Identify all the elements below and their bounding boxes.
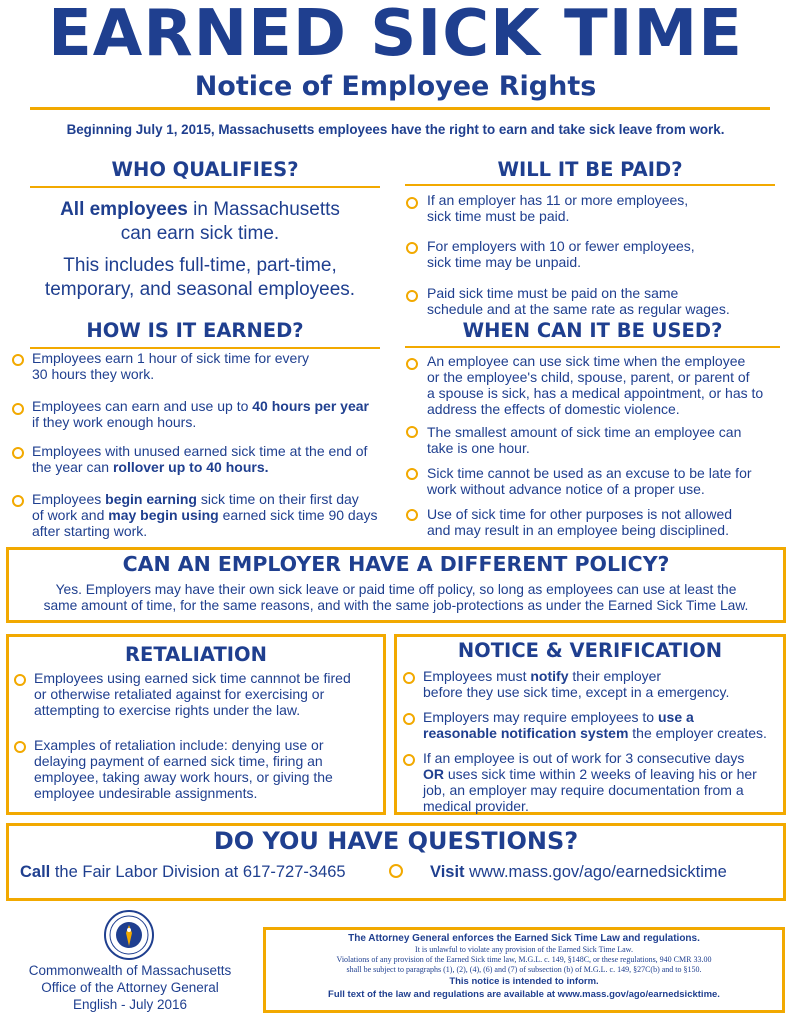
bullet-icon <box>12 403 24 415</box>
bullet-icon <box>406 197 418 209</box>
massachusetts-seal-icon <box>104 910 154 960</box>
how-earned-item-1: Employees earn 1 hour of sick time for every 30 hours they work. <box>32 350 310 382</box>
how-earned-divider <box>30 347 380 349</box>
how-earned-item-2: Employees can earn and use up to 40 hours per year if they work enough hours. <box>32 398 369 430</box>
when-used-item-2: The smallest amount of sick time an employee can take is one hour. <box>427 424 742 456</box>
how-earned-item-4: Employees begin earning sick time on their first day of work and may begin using earned sick time 90 days after starting work. <box>32 491 378 539</box>
bullet-icon <box>406 468 418 480</box>
questions-heading: DO YOU HAVE QUESTIONS? <box>213 827 579 855</box>
bullet-icon <box>403 754 415 766</box>
different-policy-text: Yes. Employers may have their own sick leave or paid time off policy, so long as employees can use at least the same amount of time, for the same reasons, and with the same job-protections as under the Earned Sick Time Law. <box>43 582 749 613</box>
bullet-icon <box>14 741 26 753</box>
bullet-icon <box>406 426 418 438</box>
retaliation-item-1: Employees using earned sick time cannnot be fired or otherwise retaliated against for exercising or attempting to exercise rights under the law. <box>34 670 351 718</box>
notice-item-2: Employers may require employees to use a reasonable notification system the employer creates. <box>423 709 767 741</box>
notice-heading: NOTICE & VERIFICATION <box>457 639 723 662</box>
who-qualifies-text: All employees in Massachusetts can earn sick time. This includes full-time, part-time, temporary, and seasonal employees. <box>44 199 356 300</box>
page-subtitle: Notice of Employee Rights <box>194 71 597 102</box>
how-earned-heading: HOW IS IT EARNED? <box>86 319 304 342</box>
bullet-icon <box>14 674 26 686</box>
notice-item-1: Employees must notify their employer before they use sick time, except in a emergency. <box>423 668 730 700</box>
header-divider <box>30 107 770 110</box>
bullet-icon <box>12 447 24 459</box>
will-be-paid-divider <box>405 184 775 186</box>
bullet-icon <box>389 864 403 878</box>
when-used-item-4: Use of sick time for other purposes is not allowed and may result in an employee being disciplined. <box>427 506 733 538</box>
bullet-icon <box>406 358 418 370</box>
bullet-icon <box>406 242 418 254</box>
bullet-icon <box>403 713 415 725</box>
different-policy-heading: CAN AN EMPLOYER HAVE A DIFFERENT POLICY? <box>122 552 670 576</box>
when-used-item-3: Sick time cannot be used as an excuse to be late for work without advance notice of a proper use. <box>427 465 752 497</box>
who-qualifies-heading: WHO QUALIFIES? <box>111 158 299 181</box>
legal-text: The Attorney General enforces the Earned Sick Time Law and regulations. It is unlawful to violate any provision of the Earned Sick Time Law. Violations of any provision of the Earned Sick time law, M.G.L. c. 149, §148C, or these regulations, 940 CMR 33.00 shall be subject to paragraphs (1), (2), (4), (6) and (7) of subsection (b) of M.G.L. c. 149, §27C(b) and to §150. This notice is intended to inform. Full text of the law and regulations are available at www.mass.gov/ago/earnedsicktime. <box>328 933 720 1000</box>
when-used-item-1: An employee can use sick time when the employee or the employee's child, spouse, parent, or parent of a spouse is sick, has a medical appointment, or has to address the effects of domestic violence. <box>427 353 764 417</box>
notice-item-3: If an employee is out of work for 3 consecutive days OR uses sick time within 2 weeks of leaving his or her job, an employer may require documentation from a medical provider. <box>423 750 757 814</box>
when-used-divider <box>405 346 780 348</box>
call-line: Call the Fair Labor Division at 617-727-3465 <box>20 863 346 881</box>
bullet-icon <box>406 509 418 521</box>
will-be-paid-item-2: For employers with 10 or fewer employees, sick time may be unpaid. <box>427 238 695 270</box>
when-used-heading: WHEN CAN IT BE USED? <box>462 319 723 342</box>
retaliation-item-2: Examples of retaliation include: denying use or delaying payment of earned sick time, firing an employee, taking away work hours, or giving the employee undesirable assignments. <box>34 737 333 801</box>
visit-line[interactable]: Visit www.mass.gov/ago/earnedsicktime <box>430 863 727 881</box>
page-title: EARNED SICK TIME <box>48 0 743 71</box>
will-be-paid-item-1: If an employer has 11 or more employees, sick time must be paid. <box>427 192 689 224</box>
intro-text: Beginning July 1, 2015, Massachusetts employees have the right to earn and take sick leave from work. <box>66 122 725 137</box>
bullet-icon <box>403 672 415 684</box>
office-info: Commonwealth of Massachusetts Office of the Attorney General English - July 2016 <box>28 963 232 1012</box>
bullet-icon <box>12 495 24 507</box>
bullet-icon <box>12 354 24 366</box>
retaliation-heading: RETALIATION <box>125 643 267 666</box>
will-be-paid-heading: WILL IT BE PAID? <box>497 158 683 181</box>
bullet-icon <box>406 290 418 302</box>
who-qualifies-divider <box>30 186 380 188</box>
how-earned-item-3: Employees with unused earned sick time at the end of the year can rollover up to 40 hours. <box>32 443 368 475</box>
will-be-paid-item-3: Paid sick time must be paid on the same schedule and at the same rate as regular wages. <box>427 285 730 317</box>
